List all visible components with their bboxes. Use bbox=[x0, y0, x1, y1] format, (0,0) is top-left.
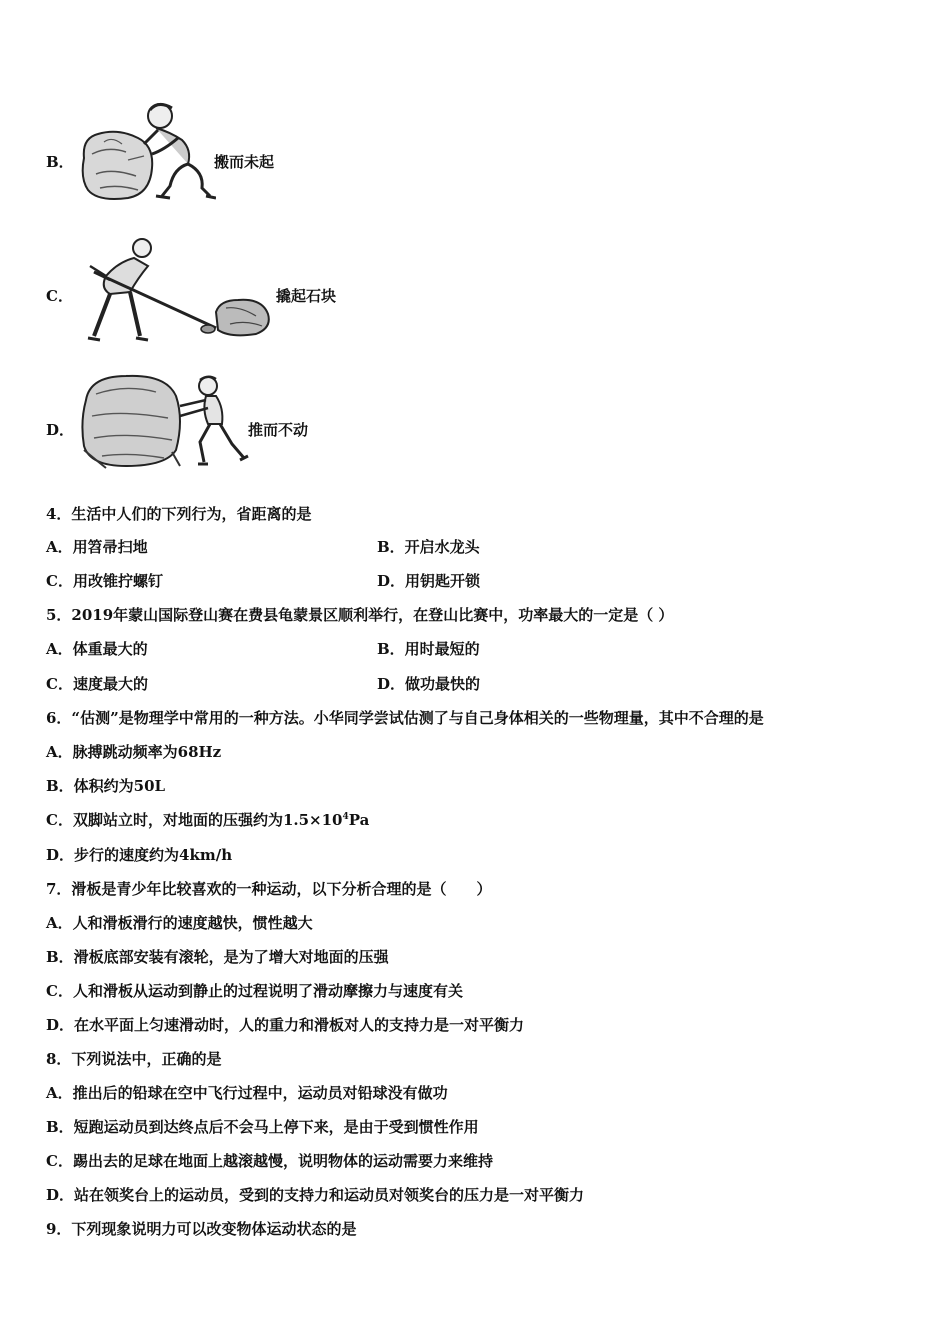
q8-stem: 8．下列说法中，正确的是 bbox=[46, 1050, 222, 1068]
option-d-label: D． bbox=[46, 421, 75, 439]
option-c-caption: 撬起石块 bbox=[276, 287, 337, 305]
q8-option-b: B．短跑运动员到达终点后不会马上停下来，是由于受到惯性作用 bbox=[46, 1118, 479, 1136]
q7-option-a: A．人和滑板滑行的速度越快，惯性越大 bbox=[46, 914, 313, 932]
option-c-label: C． bbox=[46, 287, 73, 305]
q5-option-a: A．体重最大的 bbox=[46, 640, 148, 658]
q6-option-b: B．体积约为50L bbox=[46, 777, 166, 795]
person-lifting-rock-icon bbox=[78, 98, 216, 202]
q8-option-c: C．踢出去的足球在地面上越滚越慢，说明物体的运动需要力来维持 bbox=[46, 1152, 493, 1170]
q6-option-c-exponent: 4 bbox=[342, 812, 349, 822]
q5-option-c: C．速度最大的 bbox=[46, 675, 148, 693]
option-d-caption: 推而不动 bbox=[248, 421, 309, 439]
q4-option-c: C．用改锥拧螺钉 bbox=[46, 572, 163, 590]
person-prying-rock-icon bbox=[70, 236, 275, 346]
q7-option-d: D．在水平面上匀速滑动时，人的重力和滑板对人的支持力是一对平衡力 bbox=[46, 1016, 525, 1034]
q5-option-d: D．做功最快的 bbox=[377, 675, 481, 693]
option-b-label: B． bbox=[46, 153, 74, 171]
option-b-caption: 搬而未起 bbox=[214, 153, 275, 171]
q9-stem: 9．下列现象说明力可以改变物体运动状态的是 bbox=[46, 1220, 357, 1238]
q5-option-b: B．用时最短的 bbox=[377, 640, 480, 658]
q7-option-c: C．人和滑板从运动到静止的过程说明了滑动摩擦力与速度有关 bbox=[46, 982, 463, 1000]
q4-option-d: D．用钥匙开锁 bbox=[377, 572, 481, 590]
q5-stem: 5．2019年蒙山国际登山赛在费县龟蒙景区顺利举行，在登山比赛中，功率最大的一定是（ ） bbox=[46, 606, 674, 624]
q4-stem: 4．生活中人们的下列行为，省距离的是 bbox=[46, 505, 312, 523]
q6-option-a: A．脉搏跳动频率为68Hz bbox=[46, 743, 222, 761]
q6-option-d: D．步行的速度约为4km/h bbox=[46, 846, 233, 864]
q6-option-c-unit: Pa bbox=[348, 811, 370, 829]
q7-option-b: B．滑板底部安装有滚轮，是为了增大对地面的压强 bbox=[46, 948, 389, 966]
q6-option-c-text: C．双脚站立时，对地面的压强约为1.5×10 bbox=[46, 811, 343, 829]
q6-option-c bbox=[46, 810, 369, 830]
child-pushing-rock-icon bbox=[76, 370, 251, 470]
q8-option-a: A．推出后的铅球在空中飞行过程中，运动员对铅球没有做功 bbox=[46, 1084, 448, 1102]
q8-option-d: D．站在领奖台上的运动员，受到的支持力和运动员对领奖台的压力是一对平衡力 bbox=[46, 1186, 585, 1204]
q4-option-b: B．开启水龙头 bbox=[377, 538, 480, 556]
q7-stem: 7．滑板是青少年比较喜欢的一种运动，以下分析合理的是（ ） bbox=[46, 880, 492, 898]
q4-option-a: A．用笤帚扫地 bbox=[46, 538, 148, 556]
q6-stem: 6．“估测”是物理学中常用的一种方法。小华同学尝试估测了与自己身体相关的一些物理量，其中不合理的是 bbox=[46, 709, 764, 727]
